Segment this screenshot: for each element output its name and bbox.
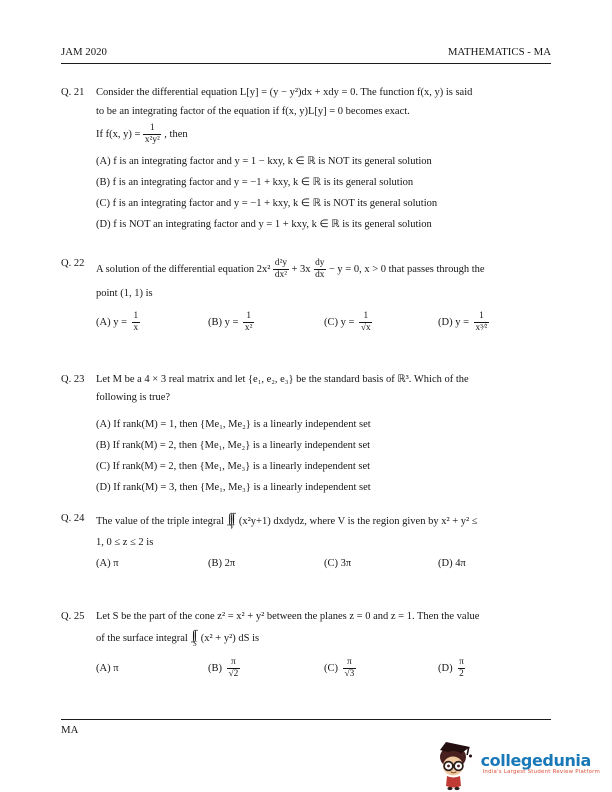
option-b: (B) f is an integrating factor and y = −1 + kxy, k ∈ ℝ is its general solution: [96, 177, 414, 188]
option-c: (C) 3π: [324, 558, 352, 569]
exam-name: JAM 2020: [61, 46, 107, 58]
fraction: $\frac{\pi}{√3}$: [344, 657, 355, 679]
question-math-line: [96, 627, 557, 651]
question-math-line: [96, 122, 557, 146]
option-b: (B) $\frac{\pi}{√2}$: [208, 657, 239, 679]
question-text-line: 1, 0 ≤ z ≤ 2 is: [96, 536, 154, 548]
fraction: $\frac{1}{√x}$: [360, 311, 371, 333]
options-row: [96, 656, 557, 682]
math-text: If f(x, y) =: [96, 128, 141, 140]
option-a: (A) π: [96, 558, 119, 569]
logo-brand-name: collegedunia: [480, 751, 591, 770]
question-number: Q. 24: [61, 512, 85, 524]
math-text: (x²y+1) dxdydz, where V is the region given by x² + y² ≤: [238, 516, 478, 527]
question-text-line: Let S be the part of the cone z² = x² + y² between the planes z = 0 and z = 1. Then the value: [96, 611, 480, 622]
page-header: [0, 0, 612, 58]
logo-text: [481, 752, 600, 776]
math-text: , then: [164, 128, 188, 140]
options-row: [96, 308, 557, 338]
option-c: (C) y = $\frac{1}{√x}$: [324, 311, 371, 333]
question-number: Q. 21: [61, 87, 85, 98]
question-math-line: [96, 510, 557, 534]
fraction-numerator: dy: [315, 257, 325, 268]
question-number: Q. 23: [61, 373, 85, 385]
question-text-line: Let M be a 4 × 3 real matrix and let {e₁, e₂, e₃} be the standard basis of ℝ³. Which of the: [96, 373, 469, 385]
option-a: (A) y = $\frac{1}{x}$: [96, 311, 139, 333]
option-c: (C) If rank(M) = 2, then {Me₁, Me₃} is a linearly independent set: [96, 460, 371, 472]
surface-integral-symbol: ∫∫ S: [191, 627, 197, 648]
question-text-line: point (1, 1) is: [96, 288, 153, 299]
question-math-line: [96, 255, 557, 283]
fraction: [273, 258, 288, 281]
options-list: [96, 151, 557, 235]
fraction-denominator: dx²: [274, 269, 288, 280]
option-c: (C) f is an integrating factor and y = −1 + kxy, k ∈ ℝ is NOT its general solution: [96, 198, 438, 209]
fraction-denominator: dx: [315, 269, 325, 280]
option-a: (A) π: [96, 663, 119, 674]
question-number: Q. 22: [61, 258, 85, 269]
math-text: A solution of the differential equation 2x²: [96, 263, 271, 275]
question-text-line: Consider the differential equation L[y] = (y − y²)dx + xdy = 0. The function f(x, y) is said: [96, 87, 473, 98]
math-text: of the surface integral: [96, 633, 188, 644]
option-b: (B) 2π: [208, 558, 236, 569]
option-a: (A) If rank(M) = 1, then {Me₁, Me₂} is a linearly independent set: [96, 418, 371, 430]
option-d: (D) f is NOT an integrating factor and y = 1 + kxy, k ∈ ℝ is its general solution: [96, 219, 432, 230]
question-24: [61, 510, 557, 570]
question-body: [96, 608, 557, 682]
fraction: $\frac{\pi}{2}$: [459, 657, 464, 679]
options-list: [96, 414, 557, 498]
footer-paper-code: MA: [61, 724, 79, 736]
collegedunia-logo: [433, 738, 600, 790]
graduate-student-mascot-icon: [433, 740, 479, 792]
option-b: (B) If rank(M) = 2, then {Me₁, Me₂} is a linearly independent set: [96, 439, 371, 451]
question-text-line: to be an integrating factor of the equation if f(x, y)L[y] = 0 becomes exact.: [96, 105, 410, 117]
option-d: (D) y = $\frac{1}{\text{x³⁄²}}$: [438, 311, 488, 333]
question-body: [96, 84, 557, 235]
option-c: (C) $\frac{\pi}{√3}$: [324, 657, 355, 679]
question-text-line: following is true?: [96, 392, 171, 403]
question-21: [61, 84, 557, 235]
question-number: Q. 25: [61, 611, 85, 622]
option-a: (A) f is an integrating factor and y = 1 − kxy, k ∈ ℝ is NOT its general solution: [96, 156, 432, 167]
fraction-numerator: d²y: [274, 257, 288, 268]
option-d: (D) 4π: [438, 558, 466, 569]
question-25: [61, 608, 557, 682]
question-23: [61, 371, 557, 498]
footer-rule: [61, 719, 551, 720]
fraction-numerator: 1: [150, 122, 155, 133]
fraction: $\frac{1}{x}$: [133, 311, 139, 333]
option-d: (D) $\frac{\pi}{2}$: [438, 657, 464, 679]
logo-tagline: India's Largest Student Review Platform: [482, 769, 600, 775]
fraction: [314, 258, 326, 281]
triple-integral-symbol: ∫∫∫ V: [228, 510, 235, 531]
math-text: − y = 0, x > 0 that passes through the: [328, 263, 485, 275]
subject-name: MATHEMATICS - MA: [447, 46, 551, 58]
fraction-denominator: x²y²: [144, 134, 160, 145]
fraction: $\frac{1}{\text{x²}}$: [244, 311, 253, 333]
question-body: [96, 255, 557, 338]
options-row: [96, 558, 557, 569]
math-text: The value of the triple integral: [96, 516, 224, 527]
question-22: [61, 255, 557, 338]
fraction: $\frac{\pi}{√2}$: [228, 657, 239, 679]
question-body: [96, 371, 557, 498]
fraction: [143, 123, 161, 146]
math-text: (x² + y²) dS is: [200, 633, 260, 644]
fraction: $\frac{1}{\text{x³⁄²}}$: [475, 311, 488, 333]
option-b: (B) y = $\frac{1}{\text{x²}}$: [208, 311, 253, 333]
option-d: (D) If rank(M) = 3, then {Me₁, Me₃} is a linearly independent set: [96, 481, 371, 493]
header-rule: [61, 63, 551, 64]
question-body: [96, 510, 557, 570]
math-text: + 3x: [291, 263, 311, 275]
